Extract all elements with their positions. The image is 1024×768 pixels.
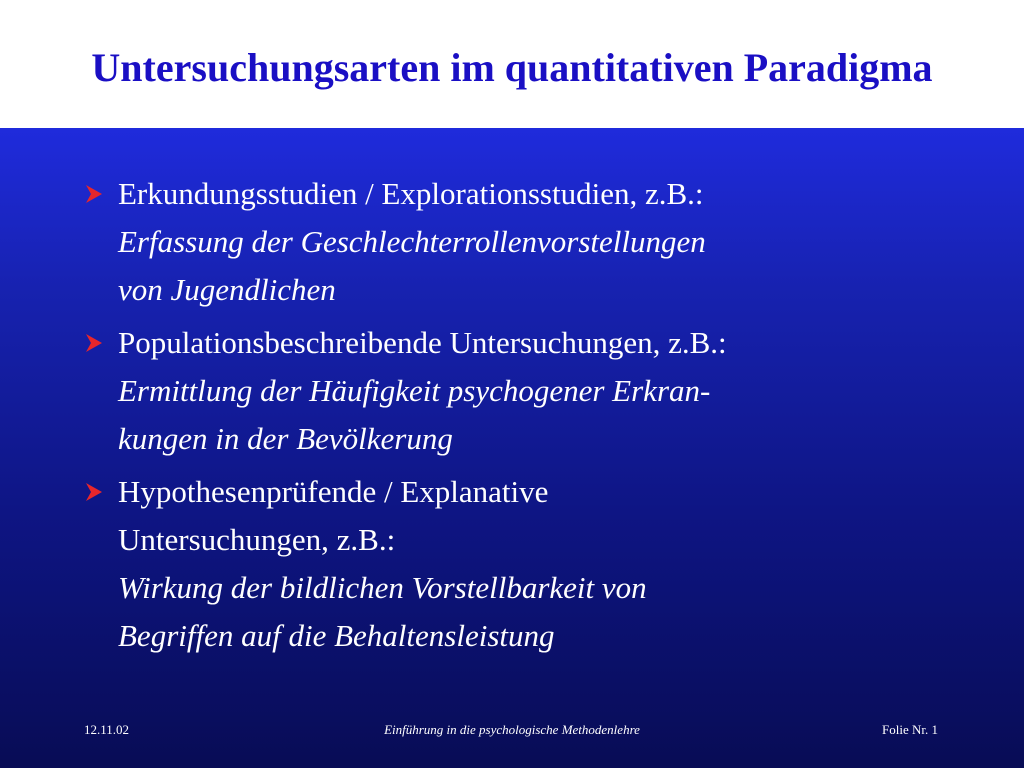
footer-course-title: Einführung in die psychologische Methodenlehre [384,722,640,737]
arrow-bullet-icon [84,184,104,204]
bullet-example-line: Begriffen auf die Behaltensleistung [118,618,555,653]
bullet-item-exploration [78,170,958,314]
slide-title: Untersuchungsarten im quantitativen Paradigma [91,45,933,90]
bullet-item-hypothesis [78,468,958,660]
bullet-example-line: Erfassung der Geschlechterrollenvorstellungen [118,224,706,259]
bullet-heading: Hypothesenprüfende / Explanative [118,474,549,509]
bullet-example-line: Ermittlung der Häufigkeit psychogener Erkran- [118,373,711,408]
bullet-example-line: von Jugendlichen [118,272,336,307]
bullet-item-population [78,319,958,463]
arrow-bullet-icon [84,482,104,502]
bullet-heading: Untersuchungen, z.B.: [118,522,396,557]
bullet-list [78,170,958,665]
footer-slide-number: Folie Nr. 1 [882,722,938,737]
bullet-example-line: Wirkung der bildlichen Vorstellbarkeit von [118,570,647,605]
bullet-heading: Erkundungsstudien / Explorationsstudien, z.B.: [118,176,704,211]
bullet-example-line: kungen in der Bevölkerung [118,421,453,456]
footer-date: 12.11.02 [84,722,130,737]
title-area [0,0,1024,128]
arrow-bullet-icon [84,333,104,353]
bullet-heading: Populationsbeschreibende Untersuchungen, z.B.: [118,325,727,360]
